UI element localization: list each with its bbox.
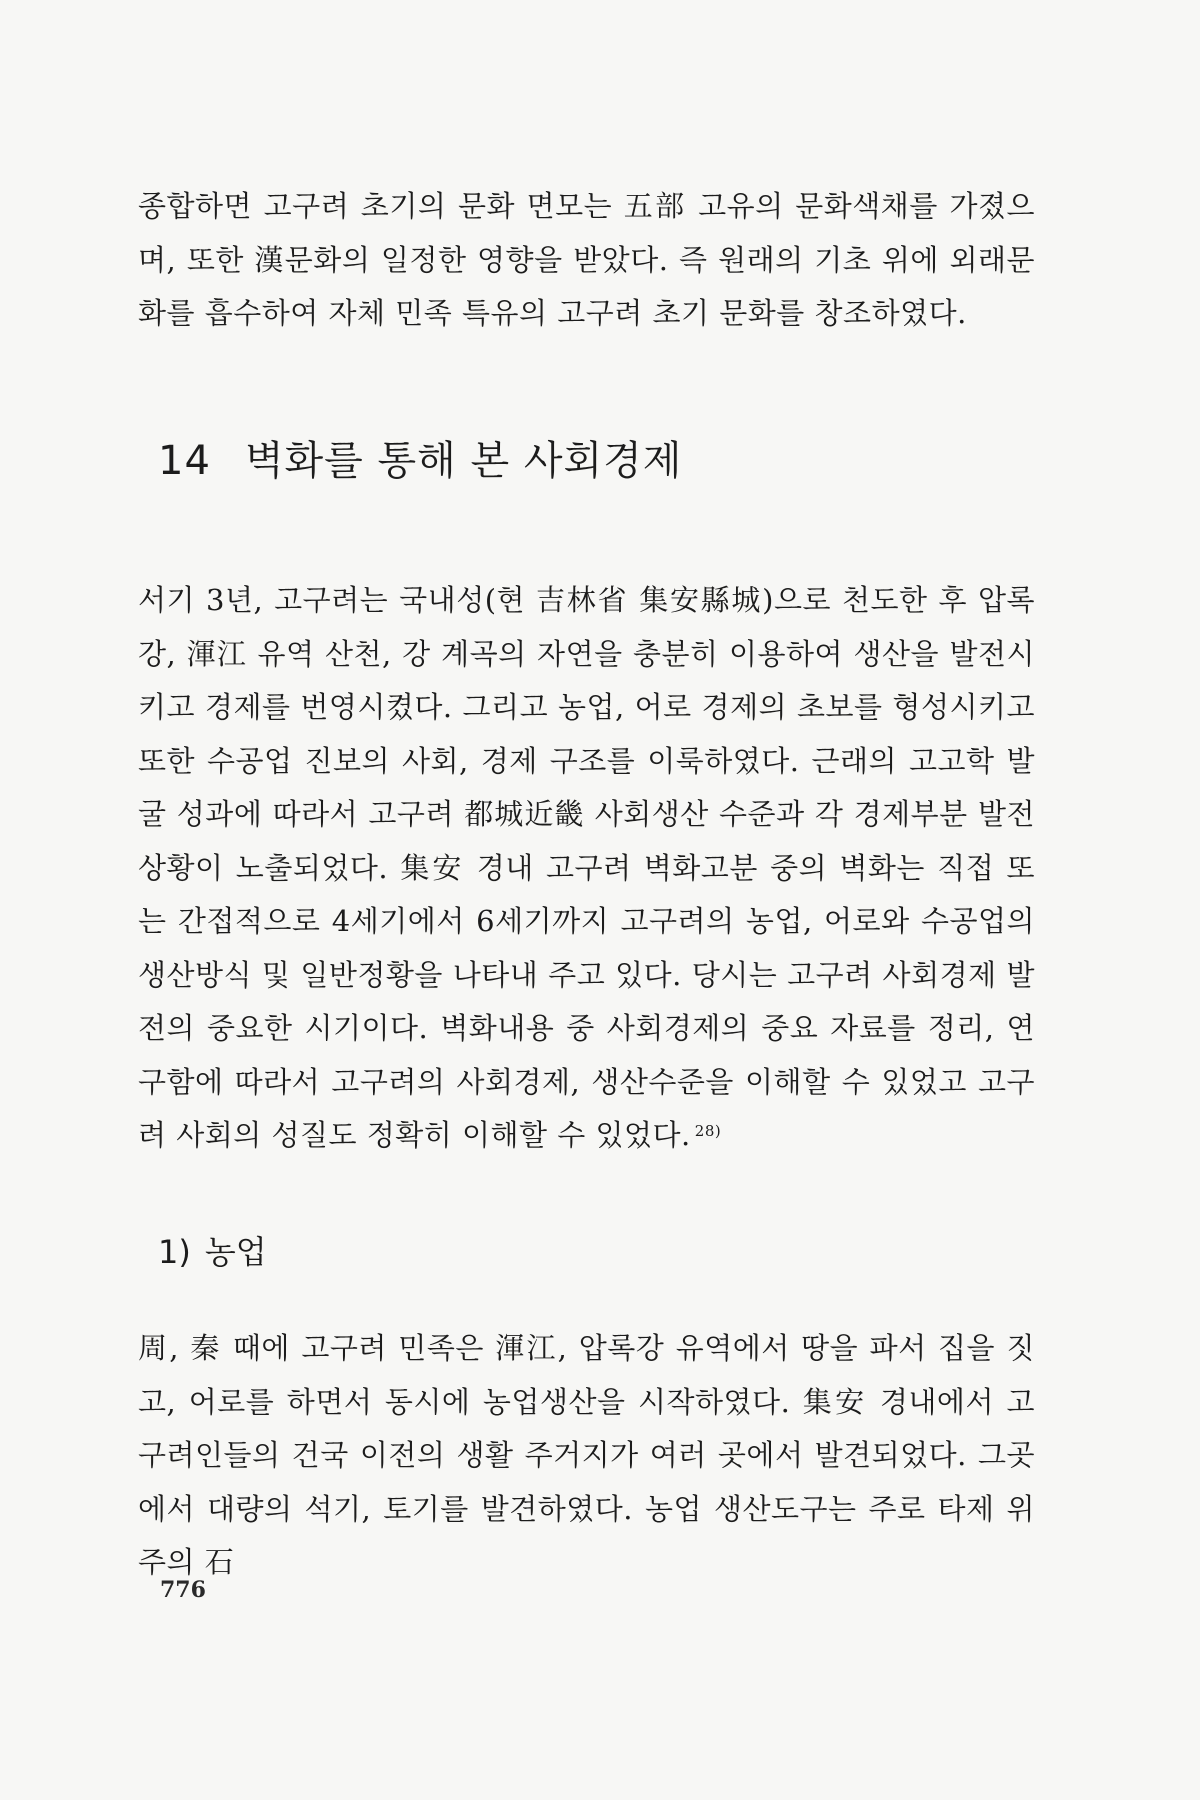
intro-paragraph: [138, 180, 1035, 341]
subsection-heading: [158, 1227, 267, 1273]
subsection-number: 1): [158, 1233, 191, 1271]
section-number: 14: [158, 438, 211, 484]
section-title: 벽화를 통해 본 사회경제: [244, 438, 683, 484]
section-paragraph: [138, 574, 1035, 1163]
section-paragraph-text: 서기 3년, 고구려는 국내성(현 吉林省 集安縣城)으로 천도한 후 압록강, 渾江 유역 산천, 강 계곡의 자연을 충분히 이용하여 생산을 발전시키고 경제를 번영시켰다. 그리고 농업, 어로 경제의 초보를 형성시키고 또한 수공업 진보의 사회, 경제 구조를 이룩하였다. 근래의 고고학 발굴 성과에 따라서 고구려 都城近畿 사회생산 수준과 각 경제부분 발전상황이 노출되었다. 集安 경내 고구려 벽화고분 중의 벽화는 직접 또는 간접적으로 4세기에서 6세기까지 고구려의 농업, 어로와 수공업의 생산방식 및 일반정황을 나타내 주고 있다. 당시는 고구려 사회경제 발전의 중요한 시기이다. 벽화내용 중 사회경제의 중요 자료를 정리, 연구함에 따라서 고구려의 사회경제, 생산수준을 이해할 수 있었고 고구려 사회의 성질도 정확히 이해할 수 있었다.: [138, 583, 1035, 1152]
subsection-title: 농업: [204, 1233, 267, 1271]
section-heading: [158, 429, 682, 486]
agriculture-paragraph-text: 周, 秦 때에 고구려 민족은 渾江, 압록강 유역에서 땅을 파서 집을 짓고, 어로를 하면서 동시에 농업생산을 시작하였다. 集安 경내에서 고구려인들의 건국 이전의 생활 주거지가 여러 곳에서 발견되었다. 그곳에서 대량의 석기, 토기를 발견하였다. 농업 생산도구는 주로 타제 위주의 石: [138, 1331, 1035, 1579]
agriculture-paragraph: [138, 1322, 1035, 1590]
footnote-marker: 28): [694, 1122, 722, 1140]
page-number: 776: [160, 1577, 206, 1603]
intro-paragraph-text: 종합하면 고구려 초기의 문화 면모는 五部 고유의 문화색채를 가졌으며, 또한 漢문화의 일정한 영향을 받았다. 즉 원래의 기초 위에 외래문화를 흡수하여 자체 민족 특유의 고구려 초기 문화를 창조하였다.: [138, 189, 1035, 330]
